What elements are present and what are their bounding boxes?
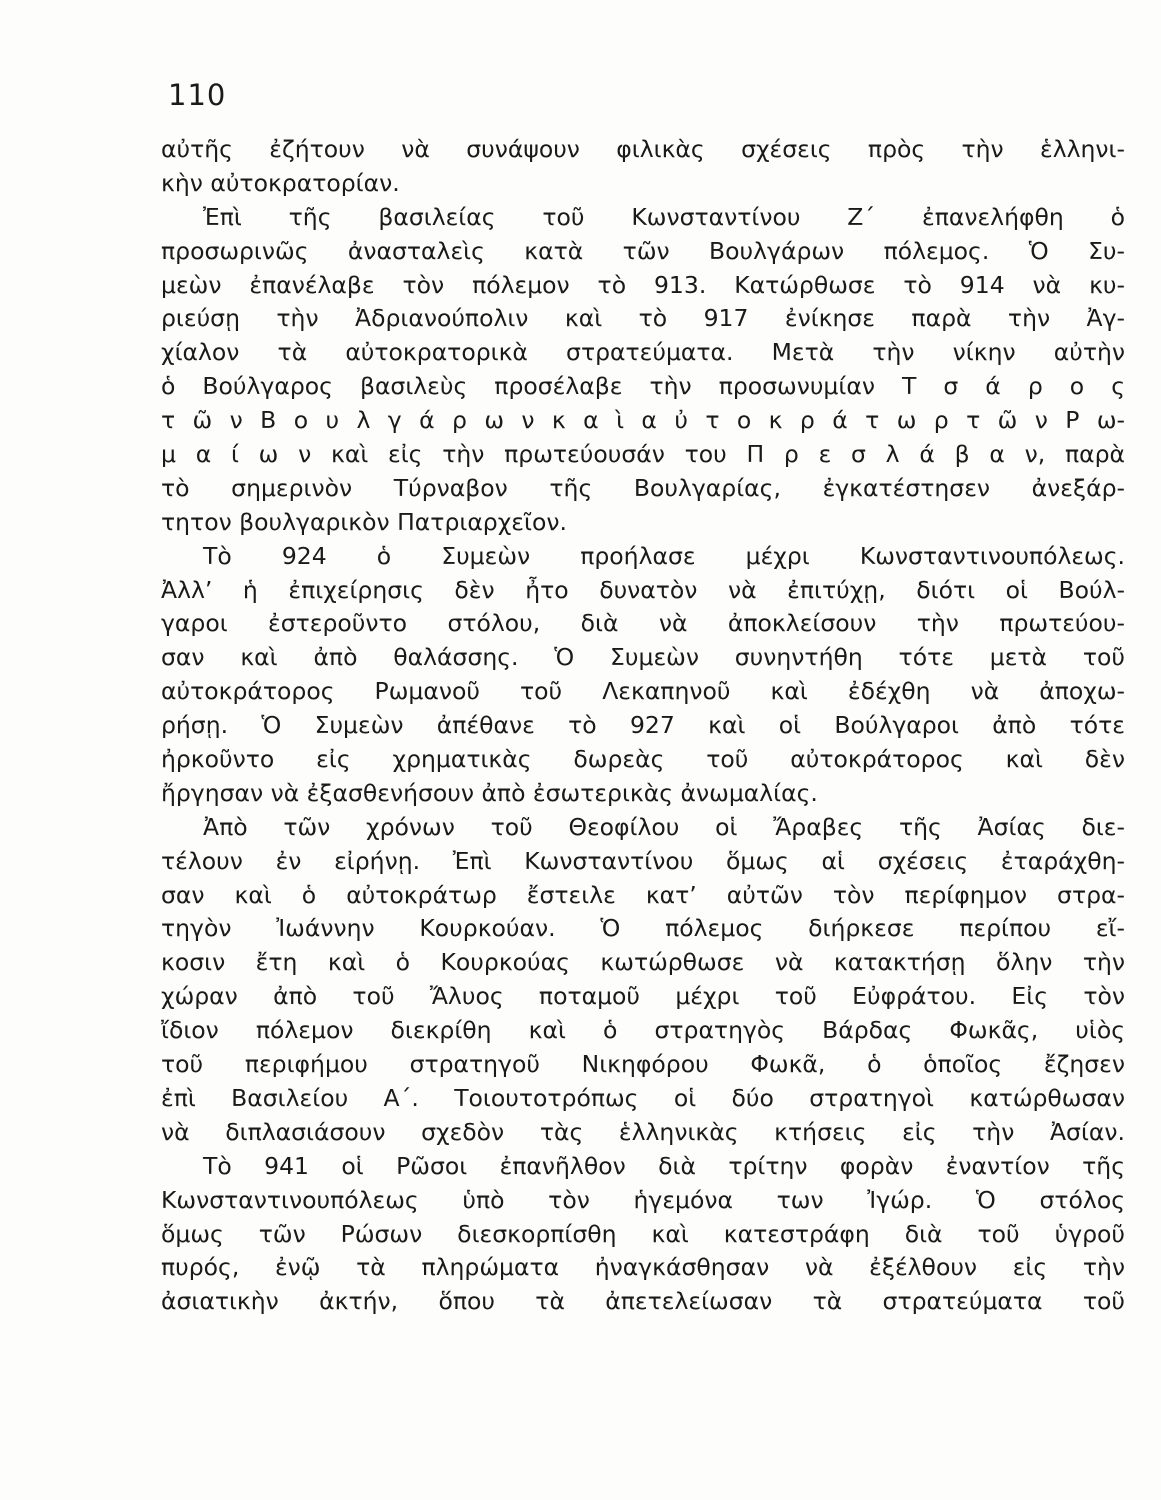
text-line: χώραν ἀπὸ τοῦ Ἄλυος ποταμοῦ μέχρι τοῦ Εὐφράτου. Εἰς τὸν: [161, 982, 1125, 1011]
text-line: σαν καὶ ὁ αὐτοκράτωρ ἔστειλε κατ’ αὐτῶν τὸν περίφημον στρα-: [161, 880, 1125, 909]
text-line: Ἀλλ’ ἡ ἐπιχείρησις δὲν ἦτο δυνατὸν νὰ ἐπιτύχῃ, διότι οἱ Βούλ-: [161, 575, 1125, 604]
text-line: τοῦ περιφήμου στρατηγοῦ Νικηφόρου Φωκᾶ, ὁ ὁποῖος ἔζησεν: [161, 1050, 1125, 1079]
text-line: ἠρκοῦντο εἰς χρηματικὰς δωρεὰς τοῦ αὐτοκράτορος καὶ δὲν: [161, 745, 1125, 774]
text-line: κὴν αὐτοκρατορίαν.: [161, 168, 400, 197]
text-line: ρήσῃ. Ὁ Συμεὼν ἀπέθανε τὸ 927 καὶ οἱ Βούλγαροι ἀπὸ τότε: [161, 711, 1125, 740]
text-line: προσωρινῶς ἀνασταλεὶς κατὰ τῶν Βουλγάρων πόλεμος. Ὁ Συ-: [161, 236, 1125, 265]
text-line: ἐπὶ Βασιλείου Α΄. Τοιουτοτρόπως οἱ δύο στρατηγοὶ κατώρθωσαν: [161, 1083, 1125, 1112]
text-line: ὁ Βούλγαρος βασιλεὺς προσέλαβε τὴν προσωνυμίαν Τ σ ά ρ ο ς: [161, 372, 1125, 401]
text-line: ριεύσῃ τὴν Ἀδριανούπολιν καὶ τὸ 917 ἐνίκησε παρὰ τὴν Ἀγ-: [161, 304, 1125, 333]
body-text: [161, 133, 1125, 1319]
text-line: τητον βουλγαρικὸν Πατριαρχεῖον.: [161, 507, 567, 536]
text-line: μ α ί ω ν καὶ εἰς τὴν πρωτεύουσάν του Π ρ ε σ λ ά β α ν, παρὰ: [161, 440, 1125, 469]
text-line: χίαλον τὰ αὐτοκρατορικὰ στρατεύματα. Μετὰ τὴν νίκην αὐτὴν: [161, 338, 1125, 367]
text-line: αὐτῆς ἐζήτουν νὰ συνάψουν φιλικὰς σχέσεις πρὸς τὴν ἑλληνι-: [161, 135, 1125, 163]
text-line: σαν καὶ ἀπὸ θαλάσσης. Ὁ Συμεὼν συνηντήθη τότε μετὰ τοῦ: [161, 643, 1125, 672]
text-line: τέλουν ἐν εἰρήνῃ. Ἐπὶ Κωνσταντίνου ὅμως αἱ σχέσεις ἐταράχθη-: [161, 846, 1125, 875]
text-line: αὐτοκράτορος Ρωμανοῦ τοῦ Λεκαπηνοῦ καὶ ἐδέχθη νὰ ἀποχω-: [161, 677, 1125, 706]
text-line: κοσιν ἔτη καὶ ὁ Κουρκούας κωτώρθωσε νὰ κατακτήσῃ ὅλην τὴν: [161, 948, 1125, 977]
text-line: τὸ σημερινὸν Τύρναβον τῆς Βουλγαρίας, ἐγκατέστησεν ἀνεξάρ-: [161, 473, 1125, 502]
text-line: Τὸ 924 ὁ Συμεὼν προήλασε μέχρι Κωνσταντινουπόλεως.: [203, 541, 1125, 570]
text-line: νὰ διπλασιάσουν σχεδὸν τὰς ἑλληνικὰς κτήσεις εἰς τὴν Ἀσίαν.: [161, 1117, 1125, 1146]
text-line: τ ῶ ν Β ο υ λ γ ά ρ ω ν κ α ὶ α ὐ τ ο κ ρ ά τ ω ρ τ ῶ ν Ρ ω-: [161, 406, 1125, 435]
text-line: ἤργησαν νὰ ἐξασθενήσουν ἀπὸ ἐσωτερικὰς ἀνωμαλίας.: [161, 778, 818, 807]
text-line: Ἐπὶ τῆς βασιλείας τοῦ Κωνσταντίνου Ζ΄ ἐπανελήφθη ὁ: [203, 202, 1125, 231]
page-number: 110: [168, 78, 227, 112]
text-line: Κωνσταντινουπόλεως ὑπὸ τὸν ἡγεμόνα των Ἰγώρ. Ὁ στόλος: [161, 1185, 1125, 1214]
text-line: μεὼν ἐπανέλαβε τὸν πόλεμον τὸ 913. Κατώρθωσε τὸ 914 νὰ κυ-: [161, 270, 1125, 299]
text-line: τηγὸν Ἰωάννην Κουρκούαν. Ὁ πόλεμος διήρκεσε περίπου εἴ-: [161, 914, 1125, 943]
text-line: γαροι ἐστεροῦντο στόλου, διὰ νὰ ἀποκλείσουν τὴν πρωτεύου-: [161, 609, 1125, 638]
text-line: ὅμως τῶν Ρώσων διεσκορπίσθη καὶ κατεστράφη διὰ τοῦ ὑγροῦ: [161, 1219, 1125, 1248]
text-line: πυρός, ἐνῷ τὰ πληρώματα ἠναγκάσθησαν νὰ ἐξέλθουν εἰς τὴν: [161, 1253, 1125, 1282]
text-line: Ἀπὸ τῶν χρόνων τοῦ Θεοφίλου οἱ Ἄραβες τῆς Ἀσίας διε-: [203, 812, 1125, 841]
text-line: ἴδιον πόλεμον διεκρίθη καὶ ὁ στρατηγὸς Βάρδας Φωκᾶς, υἱὸς: [161, 1016, 1125, 1045]
text-line: ἀσιατικὴν ἀκτήν, ὅπου τὰ ἀπετελείωσαν τὰ στρατεύματα τοῦ: [161, 1287, 1125, 1316]
text-line: Τὸ 941 οἱ Ρῶσοι ἐπανῆλθον διὰ τρίτην φορὰν ἐναντίον τῆς: [203, 1151, 1125, 1180]
